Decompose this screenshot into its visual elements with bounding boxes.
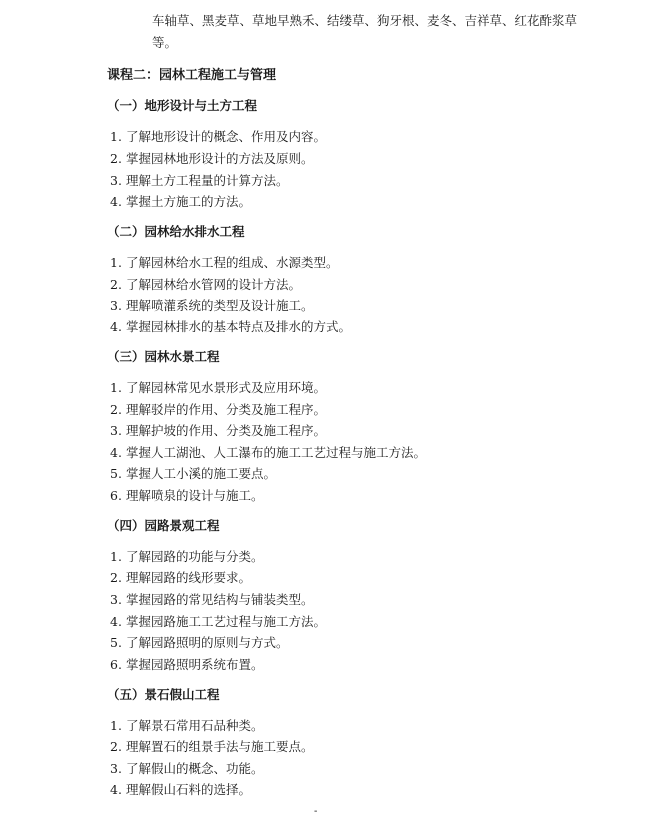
list-item: 4. 掌握园路施工工艺过程与施工方法。 [110, 614, 327, 629]
section-title: （五）景石假山工程 [107, 687, 220, 702]
list-item: 3. 了解假山的概念、功能。 [110, 761, 264, 776]
list-item: 4. 理解假山石料的选择。 [110, 782, 252, 797]
section-title: （一）地形设计与土方工程 [107, 98, 258, 113]
list-item: 4. 掌握园林排水的基本特点及排水的方式。 [110, 319, 352, 334]
list-item: 3. 理解护坡的作用、分类及施工程序。 [110, 423, 327, 438]
list-item: 5. 了解园路照明的原则与方式。 [110, 635, 289, 650]
list-item: 2. 了解园林给水管网的设计方法。 [110, 277, 302, 292]
list-item: 1. 了解园林常见水景形式及应用环境。 [110, 380, 327, 395]
section-title: （三）园林水景工程 [107, 349, 220, 364]
list-item: 3. 理解土方工程量的计算方法。 [110, 173, 289, 188]
list-item: 6. 掌握园路照明系统布置。 [110, 657, 264, 672]
list-item: 6. 理解喷泉的设计与施工。 [110, 488, 264, 503]
section-title: （二）园林给水排水工程 [107, 224, 245, 239]
list-item: 2. 掌握园林地形设计的方法及原则。 [110, 151, 314, 166]
list-item: 5. 掌握人工小溪的施工要点。 [110, 466, 277, 481]
list-item: 1. 了解园林给水工程的组成、水源类型。 [110, 255, 339, 270]
course-title: 课程二：园林工程施工与管理 [107, 68, 277, 83]
list-item: 2. 理解驳岸的作用、分类及施工程序。 [110, 402, 327, 417]
list-item: 4. 掌握土方施工的方法。 [110, 194, 252, 209]
list-item: 3. 掌握园路的常见结构与铺装类型。 [110, 592, 314, 607]
list-item: 1. 了解地形设计的概念、作用及内容。 [110, 129, 327, 144]
list-item: 2. 理解园路的线形要求。 [110, 570, 252, 585]
page-footer-mark: - [314, 806, 318, 817]
list-item: 4. 掌握人工湖池、人工瀑布的施工工艺过程与施工方法。 [110, 445, 427, 460]
list-item: 2. 理解置石的组景手法与施工要点。 [110, 739, 314, 754]
intro-paragraph: 车轴草、黑麦草、草地早熟禾、结缕草、狗牙根、麦冬、吉祥草、红花酢浆草等。 [152, 13, 578, 50]
list-item: 1. 了解景石常用石品种类。 [110, 718, 264, 733]
list-item: 1. 了解园路的功能与分类。 [110, 549, 264, 564]
section-title: （四）园路景观工程 [107, 518, 220, 533]
list-item: 3. 理解喷灌系统的类型及设计施工。 [110, 298, 314, 313]
